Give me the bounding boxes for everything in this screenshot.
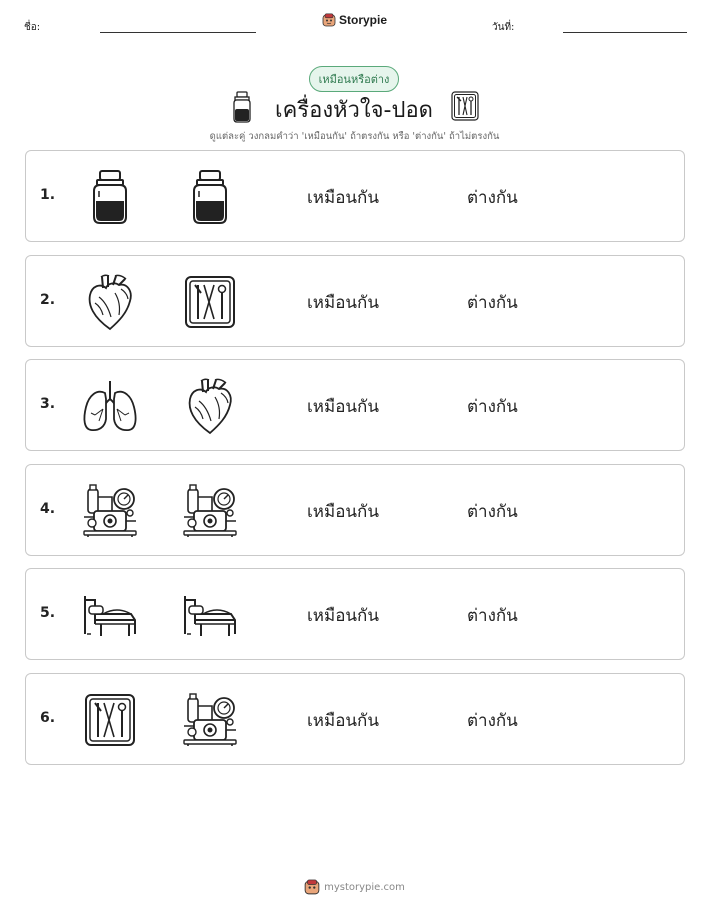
question-row [25, 673, 685, 765]
question-number: 6. [40, 709, 56, 726]
storypie-mascot-icon [322, 13, 336, 27]
heart-lung-machine-icon [180, 690, 240, 750]
answer-same[interactable]: เหมือนกัน [307, 397, 379, 417]
title-row [0, 90, 709, 126]
answer-different[interactable]: ต่างกัน [467, 710, 518, 731]
brand-logo [322, 13, 387, 27]
surgical-tools-icon [180, 272, 240, 332]
answer-same[interactable]: เหมือนกัน [307, 501, 379, 522]
question-row [25, 255, 685, 347]
brand-name: Storypie [339, 13, 388, 27]
answer-different[interactable]: ต่างกัน [467, 501, 518, 522]
instructions: ดูแต่ละคู่ วงกลมคำว่า 'เหมือนกัน' ถ้าตรงกัน หรือ 'ต่างกัน' ถ้าไม่ตรงกัน [209, 131, 500, 142]
question-row [25, 464, 685, 556]
hospital-bed-icon [180, 585, 240, 645]
answer-different[interactable]: ต่างกัน [467, 397, 518, 417]
name-field-line[interactable] [100, 32, 256, 33]
medicine-vial-icon [80, 167, 140, 227]
answer-same[interactable]: เหมือนกัน [307, 710, 379, 731]
heart-icon [180, 376, 240, 436]
storypie-mascot-icon [304, 879, 320, 895]
question-row [25, 568, 685, 660]
question-number: 3. [40, 396, 56, 412]
answer-different[interactable]: ต่างกัน [467, 292, 518, 313]
medicine-vial-icon [180, 167, 240, 227]
surgical-tools-icon [80, 690, 140, 750]
question-row [25, 150, 685, 242]
medicine-vial-icon [232, 91, 252, 123]
question-row [25, 359, 685, 451]
worksheet-title: เครื่องหัวใจ-ปอด [275, 98, 433, 123]
footer-url[interactable]: mystorypie.com [324, 881, 405, 893]
question-number: 4. [40, 500, 56, 517]
answer-same[interactable]: เหมือนกัน [307, 606, 379, 626]
hospital-bed-icon [80, 585, 140, 645]
worksheet-type-badge: เหมือนหรือต่าง [309, 66, 399, 92]
answer-different[interactable]: ต่างกัน [467, 606, 518, 626]
footer [0, 879, 709, 895]
question-number: 5. [40, 605, 56, 621]
answer-same[interactable]: เหมือนกัน [307, 292, 379, 313]
question-number: 2. [40, 291, 56, 308]
lungs-icon [80, 376, 140, 436]
heart-lung-machine-icon [180, 481, 240, 541]
surgical-tools-icon [451, 91, 479, 121]
heart-lung-machine-icon [80, 481, 140, 541]
heart-icon [80, 272, 140, 332]
worksheet-header [0, 0, 709, 50]
answer-same[interactable]: เหมือนกัน [307, 188, 379, 208]
date-label: วันที่: [492, 22, 515, 33]
answer-different[interactable]: ต่างกัน [467, 188, 518, 208]
question-number: 1. [40, 187, 56, 203]
date-field-line[interactable] [563, 32, 687, 33]
name-label: ชื่อ: [24, 22, 41, 33]
question-list [25, 150, 685, 777]
